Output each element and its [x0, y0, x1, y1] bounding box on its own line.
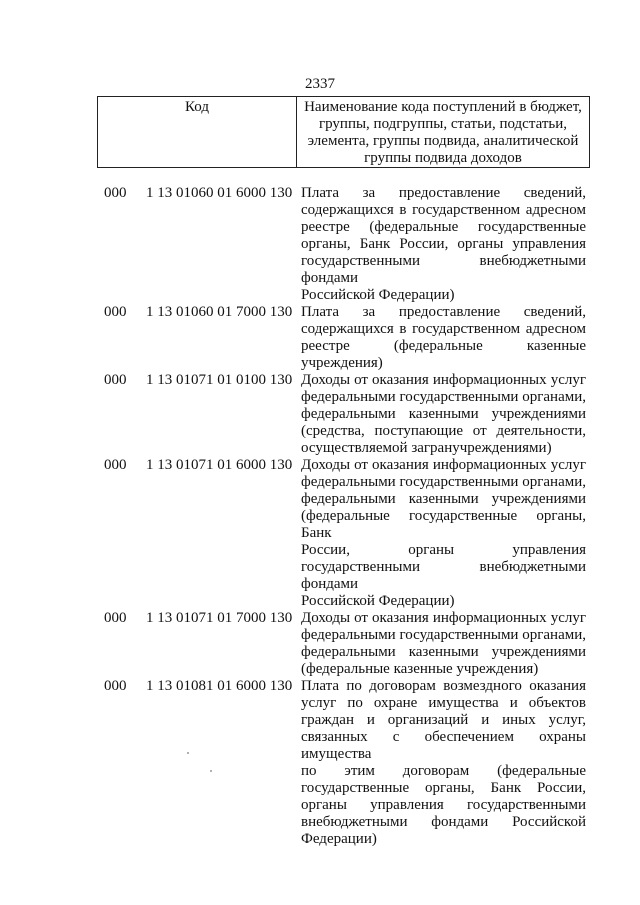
table-header — [97, 96, 590, 168]
description-line: содержащихся в государственном адресном — [301, 321, 586, 337]
description-line: связанных с обеспечением охраны имущества — [301, 729, 586, 762]
revenue-code: 1 13 01081 01 6000 130 — [146, 678, 293, 694]
revenue-code: 1 13 01060 01 7000 130 — [146, 304, 293, 320]
description-line: федеральными казенными учреждениями — [301, 406, 586, 422]
description-line: реестре (федеральные государственные — [301, 219, 586, 235]
description-line: Плата по договорам возмездного оказания — [301, 678, 586, 694]
admin-code: 000 — [104, 610, 127, 626]
description-line: Доходы от оказания информационных услуг — [301, 610, 586, 626]
scan-speck — [187, 752, 189, 754]
description-line: Российской Федерации) — [301, 593, 455, 609]
revenue-description — [301, 610, 586, 678]
description-line: Доходы от оказания информационных услуг — [301, 457, 586, 473]
description-line: федеральными казенными учреждениями — [301, 491, 586, 507]
description-line: (федеральные казенные учреждения) — [301, 661, 539, 677]
admin-code: 000 — [104, 185, 127, 201]
header-code-cell: Код — [98, 97, 297, 167]
description-line: реестре (федеральные казенные учреждения) — [301, 338, 586, 371]
description-line: услуг по охране имущества и объектов — [301, 695, 586, 711]
description-line: Плата за предоставление сведений, — [301, 185, 586, 201]
table-row — [0, 610, 640, 678]
header-name-line: Наименование кода поступлений в бюджет, — [304, 99, 582, 115]
description-line: Плата за предоставление сведений, — [301, 304, 586, 320]
table-row — [0, 678, 640, 848]
description-line: органы, Банк России, органы управления — [301, 236, 586, 252]
description-line: Российской Федерации) — [301, 287, 455, 303]
revenue-code-list — [0, 185, 640, 848]
revenue-code: 1 13 01071 01 6000 130 — [146, 457, 293, 473]
description-line: осуществляемой загранучреждениями) — [301, 440, 552, 456]
description-line: по этим договорам (федеральные — [301, 763, 586, 779]
revenue-code: 1 13 01060 01 6000 130 — [146, 185, 293, 201]
admin-code: 000 — [104, 372, 127, 388]
description-line: (средства, поступающие от деятельности, — [301, 423, 586, 439]
revenue-description — [301, 372, 586, 457]
header-name-cell — [297, 97, 589, 167]
table-row — [0, 372, 640, 457]
page-number: 2337 — [305, 76, 335, 92]
description-line: внебюджетными фондами Российской — [301, 814, 586, 830]
description-line: государственными внебюджетными фондами — [301, 559, 586, 592]
revenue-description — [301, 304, 586, 372]
header-name-line: группы подвида доходов — [364, 150, 522, 166]
description-line: Федерации) — [301, 831, 377, 847]
description-line: федеральными государственными органами, — [301, 474, 586, 490]
revenue-code: 1 13 01071 01 7000 130 — [146, 610, 293, 626]
description-line: органы управления государственными — [301, 797, 586, 813]
admin-code: 000 — [104, 457, 127, 473]
revenue-description — [301, 457, 586, 610]
admin-code: 000 — [104, 678, 127, 694]
header-name-line: группы, подгруппы, статьи, подстатьи, — [318, 116, 568, 132]
description-line: граждан и организаций и иных услуг, — [301, 712, 586, 728]
description-line: содержащихся в государственном адресном — [301, 202, 586, 218]
table-row — [0, 185, 640, 304]
revenue-code: 1 13 01071 01 0100 130 — [146, 372, 293, 388]
scan-speck — [210, 770, 212, 772]
description-line: государственные органы, Банк России, — [301, 780, 586, 796]
header-name-line: элемента, группы подвида, аналитической — [307, 133, 579, 149]
admin-code: 000 — [104, 304, 127, 320]
description-line: государственными внебюджетными фондами — [301, 253, 586, 286]
revenue-description — [301, 678, 586, 848]
description-line: федеральными государственными органами, — [301, 389, 586, 405]
table-row — [0, 457, 640, 610]
description-line: России, органы управления — [301, 542, 586, 558]
revenue-description — [301, 185, 586, 304]
description-line: федеральными казенными учреждениями — [301, 644, 586, 660]
description-line: (федеральные государственные органы, Банк — [301, 508, 586, 541]
description-line: федеральными государственными органами, — [301, 627, 586, 643]
table-row — [0, 304, 640, 372]
description-line: Доходы от оказания информационных услуг — [301, 372, 586, 388]
